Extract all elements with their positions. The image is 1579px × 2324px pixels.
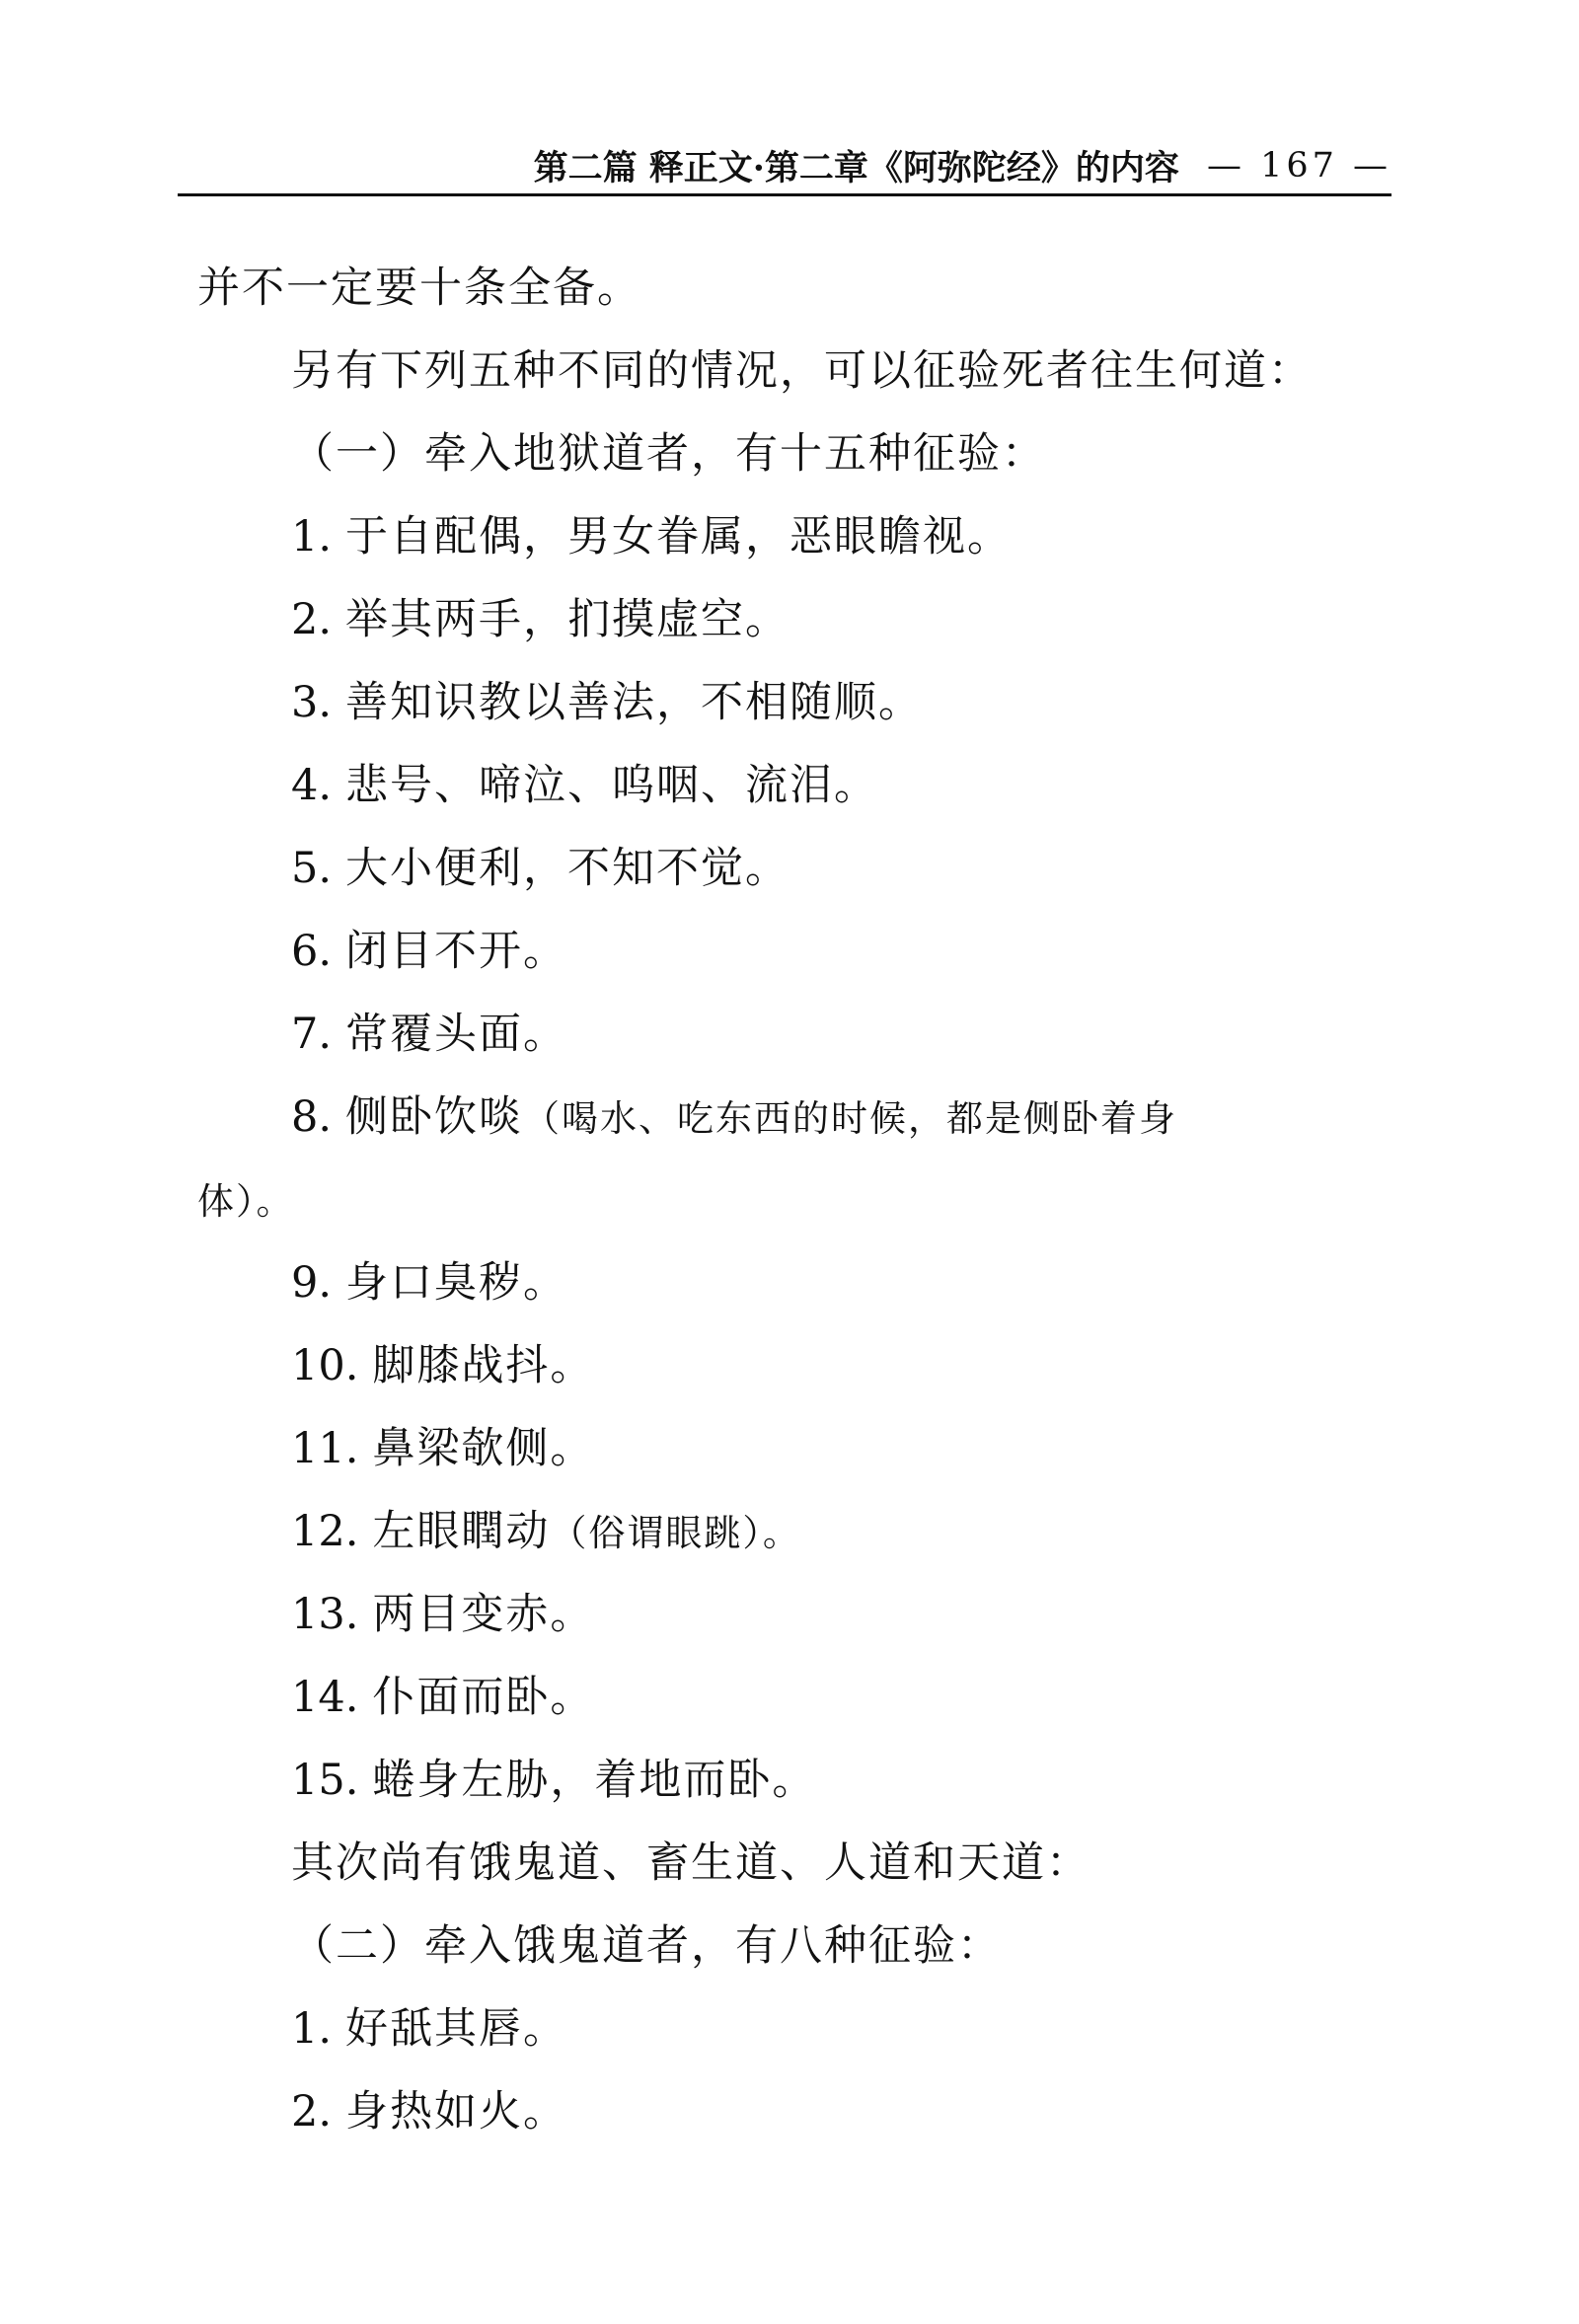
item-number: 15. [291, 1756, 359, 1805]
item-number: 2. [291, 2087, 333, 2137]
item-text: 悲号、啼泣、呜咽、流泪。 [345, 761, 879, 810]
item-number: 5. [291, 844, 333, 893]
item-text: 身热如火。 [345, 2087, 568, 2137]
item-number: 12. [291, 1507, 359, 1556]
list-item [197, 1241, 1391, 1324]
page-number: — 167 — [1206, 146, 1391, 186]
list-item [197, 661, 1391, 744]
item-number: 8. [291, 1092, 333, 1142]
item-text: 左眼瞤动 [372, 1507, 551, 1556]
list-item [197, 910, 1391, 993]
section-heading: （二）牵入饿鬼道者，有八种征验： [291, 1921, 1002, 1971]
item-number: 13. [291, 1590, 359, 1639]
item-number: 1. [291, 2004, 333, 2054]
item-text: 闭目不开。 [345, 927, 568, 976]
list-item [197, 1656, 1391, 1739]
paragraph: 另有下列五种不同的情况，可以征验死者往生何道： [291, 346, 1313, 396]
item-number: 7. [291, 1010, 333, 1059]
item-text: 鼻梁欹侧。 [372, 1424, 595, 1473]
list-item [197, 578, 1391, 661]
item-number: 3. [291, 678, 333, 727]
item-text: 大小便利，不知不觉。 [345, 844, 790, 893]
item-note: （俗谓眼跳）。 [550, 1512, 801, 1554]
page-body [197, 247, 1391, 2153]
item-text: 仆面而卧。 [372, 1673, 595, 1722]
list-item [197, 1407, 1391, 1490]
item-text: 侧卧饮啖 [345, 1092, 524, 1142]
item-text: 常覆头面。 [345, 1010, 568, 1059]
item-text: 于自配偶，男女眷属，恶眼瞻视。 [345, 512, 1013, 562]
running-header [178, 138, 1391, 196]
item-note-continued: 体）。 [197, 1180, 295, 1223]
item-text: 举其两手，扪摸虚空。 [345, 595, 790, 644]
list-item [197, 1573, 1391, 1656]
item-number: 4. [291, 761, 333, 810]
list-item [197, 1739, 1391, 1822]
paragraph: 并不一定要十条全备。 [197, 263, 641, 313]
header-title: 第二篇 释正文·第二章《阿弥陀经》的内容 [533, 148, 1179, 188]
item-number: 10. [291, 1341, 359, 1390]
list-item [197, 495, 1391, 578]
list-item [197, 2070, 1391, 2153]
item-number: 1. [291, 512, 333, 562]
list-item [197, 1490, 1391, 1573]
list-item [197, 827, 1391, 910]
item-number: 9. [291, 1258, 333, 1308]
item-text: 好舐其唇。 [345, 2004, 568, 2054]
list-item [197, 744, 1391, 827]
list-item [197, 1987, 1391, 2070]
item-text: 善知识教以善法，不相随顺。 [345, 678, 924, 727]
list-item [197, 993, 1391, 1076]
item-text: 两目变赤。 [372, 1590, 595, 1639]
section-heading: （一）牵入地狱道者，有十五种征验： [291, 429, 1046, 479]
item-note: （喝水、吃东西的时候，都是侧卧着身 [523, 1097, 1178, 1140]
item-number: 11. [291, 1424, 359, 1473]
item-number: 6. [291, 927, 333, 976]
item-number: 2. [291, 595, 333, 644]
item-text: 脚膝战抖。 [372, 1341, 595, 1390]
list-item [197, 1324, 1391, 1407]
item-text: 身口臭秽。 [345, 1258, 568, 1308]
item-text: 蜷身左胁，着地而卧。 [372, 1756, 817, 1805]
item-number: 14. [291, 1673, 359, 1722]
list-item [197, 1076, 1391, 1159]
paragraph: 其次尚有饿鬼道、畜生道、人道和天道： [291, 1838, 1090, 1888]
list-item-continuation [197, 1159, 1391, 1241]
